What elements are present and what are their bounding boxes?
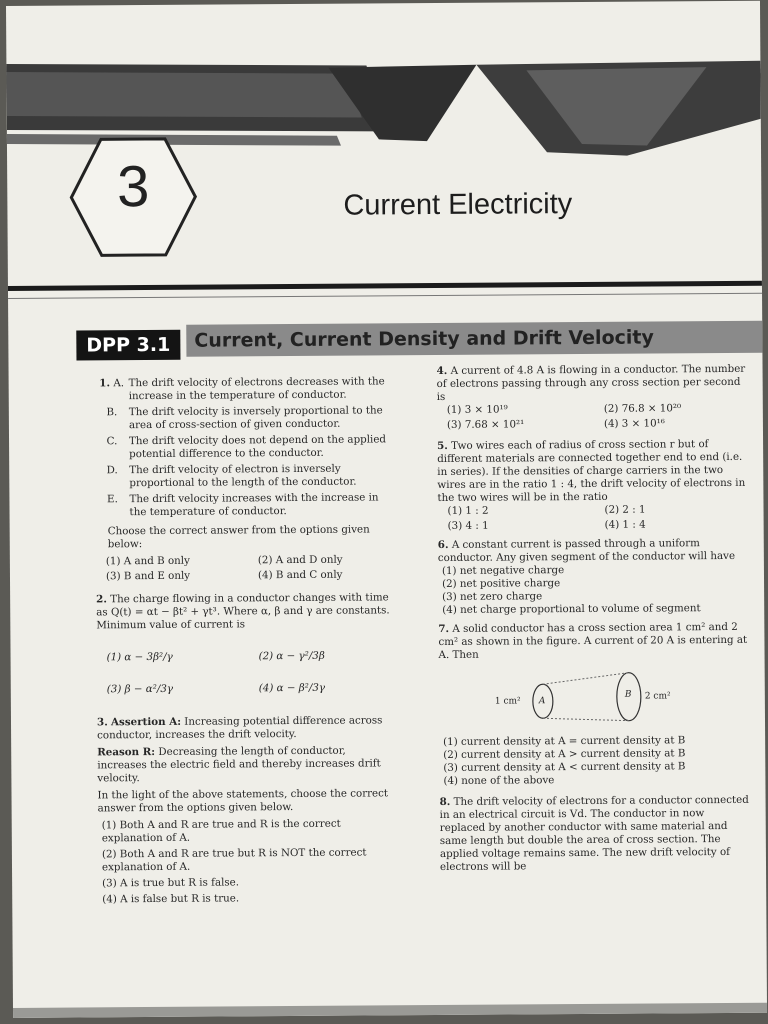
q1-options (96, 553, 396, 583)
q1-statement: E. The drift velocity increases with the increase in the temperature of conductor. (106, 491, 379, 519)
option[interactable]: (4) α − β²/3γ (258, 681, 326, 694)
option[interactable]: (3) current density at A < current density at B (443, 760, 686, 774)
fig-label-a: A (538, 696, 546, 707)
q7-conductor-figure (439, 668, 749, 726)
chapter-number-hexagon (69, 133, 198, 262)
option[interactable]: (3) net zero charge (442, 590, 543, 603)
option[interactable]: (2) 76.8 × 10²⁰ (603, 402, 682, 415)
q3-options (98, 817, 399, 906)
header-rule (8, 281, 762, 291)
q6-options (438, 563, 748, 617)
option[interactable]: (4) 1 : 4 (604, 518, 646, 531)
option[interactable]: (2) net positive charge (442, 577, 561, 590)
option[interactable]: (3) β − α²/3γ (106, 682, 174, 695)
question-3 (97, 714, 398, 906)
question-1 (95, 375, 396, 583)
q7-text: 7. A solid conductor has a cross section area 1 cm² and 2 cm² as shown in the figure. A current of 20 A is entering at A. Then (438, 620, 748, 661)
option[interactable]: (3) A is true but R is false. (102, 876, 240, 890)
q2-text: 2. The charge flowing in a conductor changes with time as Q(t) = αt − βt² + γt³. Where α, β and γ are constants. Minimum value of current is (96, 591, 390, 632)
q3-reason: Reason R: Decreasing the length of conductor, increases the electric field and thereby increases drift velocity. (97, 744, 381, 785)
chapter-title: Current Electricity (343, 188, 573, 222)
option[interactable]: (1) net negative charge (441, 564, 565, 577)
option[interactable]: (4) 3 × 10¹⁶ (603, 417, 665, 430)
option[interactable]: (1) 1 : 2 (447, 504, 489, 517)
option[interactable]: (1) A and B only (105, 554, 190, 568)
option[interactable]: (4) none of the above (443, 774, 555, 787)
q1-prompt: Choose the correct answer from the options given below: (107, 523, 370, 551)
option[interactable]: (2) Both A and R are true but R is NOT the correct explanation of A. (101, 846, 367, 874)
option[interactable]: (3) 7.68 × 10²¹ (446, 418, 525, 431)
question-2 (96, 591, 397, 704)
option[interactable]: (3) B and E only (105, 569, 191, 583)
option[interactable]: (1) α − 3β²/γ (106, 650, 173, 663)
question-5 (437, 438, 748, 533)
option[interactable]: (2) 2 : 1 (604, 503, 646, 516)
q1-statement: B. The drift velocity is inversely proportional to the area of cross-section of given conductor. (106, 404, 383, 432)
q5-text: 5. Two wires each of radius of cross section r but of different materials are connected together end to end (i.e. in series). If the densities of charge carriers in the two wires are in the ratio 1 : 4, the drift velocity of electrons in the two wires will be in the ratio (437, 438, 746, 504)
dpp-label: DPP 3.1 (76, 330, 180, 361)
q6-text: 6. A constant current is passed through a uniform conductor. Any given segment of the conductor will have (437, 537, 736, 564)
q1-statement: D. The drift velocity of electron is inversely proportional to the length of the conductor. (106, 462, 357, 490)
option[interactable]: (2) A and D only (257, 553, 343, 567)
q4-text: 4. A current of 4.8 A is flowing in a conductor. The number of electrons passing through any cross section per second is (436, 362, 746, 404)
option[interactable]: (2) current density at A > current density at B (443, 747, 686, 761)
option[interactable]: (4) B and C only (257, 568, 343, 582)
header-rule-thin (8, 293, 762, 299)
q3-prompt: In the light of the above statements, choose the correct answer from the options given below. (97, 787, 389, 815)
q1-statement: C. The drift velocity does not depend on the applied potential difference to the conductor. (106, 433, 387, 461)
option[interactable]: (1) Both A and R are true and R is the correct explanation of A. (101, 817, 341, 845)
page (6, 1, 767, 1018)
q3-assertion: 3. Assertion A: Increasing potential difference across conductor, increases the drift velocity. (96, 714, 383, 742)
option[interactable]: (2) α − γ²/3β (258, 649, 325, 662)
question-7 (438, 621, 749, 788)
q2-options (96, 640, 396, 704)
fig-left-area: 1 cm² (494, 696, 521, 707)
option[interactable]: (4) net charge proportional to volume of segment (442, 602, 701, 616)
fig-label-b: B (624, 689, 632, 700)
fig-right-area: 2 cm² (644, 691, 671, 702)
option[interactable]: (4) A is false but R is true. (102, 892, 240, 906)
page-bottom-edge (13, 1003, 767, 1018)
right-column (437, 363, 751, 880)
option[interactable]: (1) 3 × 10¹⁹ (446, 403, 508, 416)
q4-options (437, 402, 747, 432)
left-column (95, 375, 399, 912)
q7-options (439, 734, 749, 788)
q5-options (437, 503, 747, 533)
dpp-title: Current, Current Density and Drift Velocity (186, 321, 766, 357)
option[interactable]: (3) 4 : 1 (447, 519, 489, 532)
conductor-diagram (439, 668, 749, 726)
question-4 (437, 363, 747, 432)
chapter-number: 3 (116, 154, 150, 220)
question-6 (438, 537, 749, 617)
q8-text: 8. The drift velocity of electrons for a conductor connected in an electrical circuit is Vd. The conductor in now replaced by another conductor with same material and same length but double the area of cross section. The applied voltage remains same. The new drift velocity of electrons will be (439, 793, 749, 873)
q1-statement: 1. A. The drift velocity of electrons decreases with the increase in the temperature of conductor. (99, 375, 385, 403)
question-8 (440, 794, 751, 874)
option[interactable]: (1) current density at A = current density at B (443, 734, 686, 748)
